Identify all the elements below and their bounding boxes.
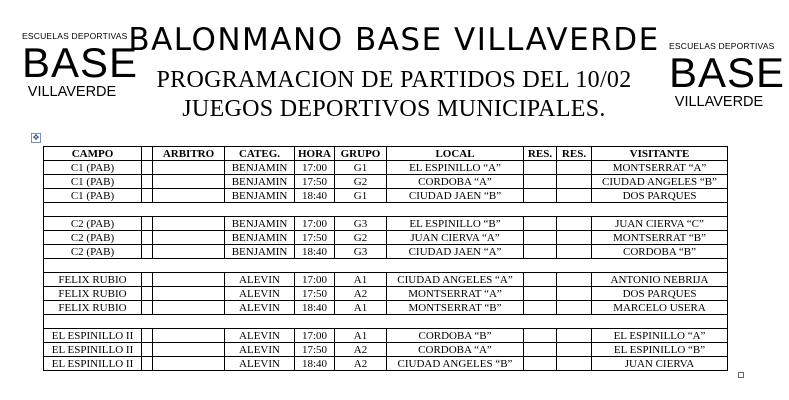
cell-campo: EL ESPINILLO II [44,329,142,343]
cell-res-2 [557,245,592,259]
cell-campo: FELIX RUBIO [44,301,142,315]
table-row [44,175,728,189]
table-row [44,273,728,287]
logo-right [669,41,786,110]
column-header-categ: CATEG. [225,147,295,161]
cell-res-2 [557,287,592,301]
cell-arbitro [153,189,225,203]
cell-categ: ALEVIN [225,329,295,343]
cell-res-1 [524,161,557,175]
logo-right-sub: VILLAVERDE [674,93,764,110]
logo-left-big: BASE [22,38,139,86]
cell-grupo: A2 [335,287,387,301]
column-header-campo: CAMPO [44,147,142,161]
cell-local: MONTSERRAT “A” [387,287,524,301]
table-row [44,357,728,371]
cell-grupo: G1 [335,189,387,203]
move-handle-icon[interactable]: ✥ [32,133,40,142]
cell-blank [142,161,153,175]
cell-categ: BENJAMIN [225,245,295,259]
cell-blank [142,301,153,315]
cell-res-1 [524,357,557,371]
cell-hora: 18:40 [295,301,335,315]
column-header-res-1: RES. [524,147,557,161]
cell-blank [142,175,153,189]
cell-categ: ALEVIN [225,273,295,287]
cell-blank [142,287,153,301]
cell-blank [142,329,153,343]
cell-grupo: A1 [335,301,387,315]
cell-grupo: A1 [335,329,387,343]
cell-hora: 18:40 [295,189,335,203]
cell-local: CIUDAD JAEN “A” [387,245,524,259]
cell-res-2 [557,343,592,357]
cell-arbitro [153,231,225,245]
cell-grupo: G1 [335,161,387,175]
cell-res-1 [524,343,557,357]
cell-visitante: DOS PARQUES [592,287,728,301]
cell-visitante: ANTONIO NEBRIJA [592,273,728,287]
cell-res-2 [557,301,592,315]
table-row [44,343,728,357]
cell-grupo: G2 [335,175,387,189]
table-row [44,245,728,259]
cell-res-2 [557,161,592,175]
cell-campo: C1 (PAB) [44,161,142,175]
logo-left-sub: VILLAVERDE [27,83,117,100]
subtitle-schedule: PROGRAMACION DE PARTIDOS DEL 10/02 [156,67,632,93]
cell-categ: ALEVIN [225,357,295,371]
cell-hora: 17:50 [295,343,335,357]
spacer-row [44,259,728,273]
cell-arbitro [153,217,225,231]
cell-visitante: CORDOBA “B” [592,245,728,259]
cell-arbitro [153,329,225,343]
cell-arbitro [153,161,225,175]
cell-res-1 [524,175,557,189]
cell-campo: EL ESPINILLO II [44,357,142,371]
cell-visitante: MARCELO USERA [592,301,728,315]
cell-campo: C2 (PAB) [44,231,142,245]
cell-res-1 [524,231,557,245]
cell-arbitro [153,287,225,301]
table-row [44,301,728,315]
cell-local: JUAN CIERVA “A” [387,231,524,245]
cell-categ: ALEVIN [225,287,295,301]
schedule-table [43,146,728,371]
cell-hora: 17:00 [295,329,335,343]
cell-categ: BENJAMIN [225,231,295,245]
cell-arbitro [153,301,225,315]
cell-res-2 [557,357,592,371]
cell-visitante: MONTSERRAT “B” [592,231,728,245]
logo-left [22,31,139,100]
cell-blank [142,343,153,357]
cell-campo: FELIX RUBIO [44,273,142,287]
cell-res-1 [524,245,557,259]
cell-local: MONTSERRAT “B” [387,301,524,315]
cell-local: CORDOBA “B” [387,329,524,343]
spacer-cell [44,259,728,273]
cell-res-1 [524,273,557,287]
cell-hora: 17:00 [295,161,335,175]
column-header-local: LOCAL [387,147,524,161]
cell-res-2 [557,175,592,189]
cell-blank [142,231,153,245]
cell-hora: 17:50 [295,175,335,189]
table-row [44,329,728,343]
table-row [44,217,728,231]
spacer-cell [44,315,728,329]
cell-grupo: A1 [335,273,387,287]
logo-right-big: BASE [669,48,786,96]
cell-local: CORDOBA “A” [387,175,524,189]
cell-res-2 [557,189,592,203]
cell-hora: 17:00 [295,273,335,287]
cell-visitante: EL ESPINILLO “B” [592,343,728,357]
cell-categ: BENJAMIN [225,161,295,175]
resize-handle-icon[interactable] [738,372,744,378]
cell-local: CIUDAD JAEN “B” [387,189,524,203]
cell-res-1 [524,301,557,315]
cell-res-2 [557,231,592,245]
cell-grupo: G2 [335,231,387,245]
cell-visitante: EL ESPINILLO “A” [592,329,728,343]
cell-hora: 17:50 [295,231,335,245]
column-header-grupo: GRUPO [335,147,387,161]
cell-res-2 [557,273,592,287]
logo-left-small: ESCUELAS DEPORTIVAS [22,31,128,41]
table-row [44,231,728,245]
cell-local: EL ESPINILLO “A” [387,161,524,175]
cell-blank [142,357,153,371]
page-title: BALONMANO BASE VILLAVERDE [128,22,660,58]
cell-visitante: MONTSERRAT “A” [592,161,728,175]
cell-blank [142,217,153,231]
cell-res-1 [524,287,557,301]
cell-visitante: DOS PARQUES [592,189,728,203]
cell-grupo: A2 [335,357,387,371]
cell-grupo: A2 [335,343,387,357]
cell-local: CORDOBA “A” [387,343,524,357]
column-header-hora: HORA [295,147,335,161]
cell-campo: C1 (PAB) [44,189,142,203]
column-header-visitante: VISITANTE [592,147,728,161]
cell-grupo: G3 [335,217,387,231]
cell-hora: 18:40 [295,357,335,371]
cell-res-2 [557,217,592,231]
cell-blank [142,189,153,203]
table-body [44,161,728,371]
cell-hora: 18:40 [295,245,335,259]
subtitle-games: JUEGOS DEPORTIVOS MUNICIPALES. [182,96,606,122]
logo-right-small: ESCUELAS DEPORTIVAS [669,41,775,51]
spacer-row [44,203,728,217]
cell-blank [142,245,153,259]
spacer-cell [44,203,728,217]
cell-campo: C1 (PAB) [44,175,142,189]
cell-categ: BENJAMIN [225,189,295,203]
cell-blank [142,273,153,287]
cell-visitante: CIUDAD ANGELES “B” [592,175,728,189]
spacer-row [44,315,728,329]
cell-hora: 17:00 [295,217,335,231]
column-header-arbitro: ARBITRO [153,147,225,161]
cell-res-1 [524,189,557,203]
cell-local: EL ESPINILLO “B” [387,217,524,231]
cell-categ: ALEVIN [225,301,295,315]
cell-res-1 [524,217,557,231]
cell-visitante: JUAN CIERVA [592,357,728,371]
cell-categ: ALEVIN [225,343,295,357]
cell-campo: FELIX RUBIO [44,287,142,301]
cell-arbitro [153,245,225,259]
cell-campo: EL ESPINILLO II [44,343,142,357]
cell-categ: BENJAMIN [225,175,295,189]
cell-res-1 [524,329,557,343]
column-header-res-2: RES. [557,147,592,161]
cell-arbitro [153,357,225,371]
cell-res-2 [557,329,592,343]
cell-campo: C2 (PAB) [44,217,142,231]
cell-local: CIUDAD ANGELES “B” [387,357,524,371]
table-row [44,287,728,301]
cell-campo: C2 (PAB) [44,245,142,259]
cell-arbitro [153,343,225,357]
table-header-row [44,147,728,161]
cell-arbitro [153,273,225,287]
cell-visitante: JUAN CIERVA “C” [592,217,728,231]
table-row [44,189,728,203]
table-row [44,161,728,175]
column-header-blank [142,147,153,161]
cell-categ: BENJAMIN [225,217,295,231]
cell-arbitro [153,175,225,189]
cell-local: CIUDAD ANGELES “A” [387,273,524,287]
cell-grupo: G3 [335,245,387,259]
cell-hora: 17:50 [295,287,335,301]
